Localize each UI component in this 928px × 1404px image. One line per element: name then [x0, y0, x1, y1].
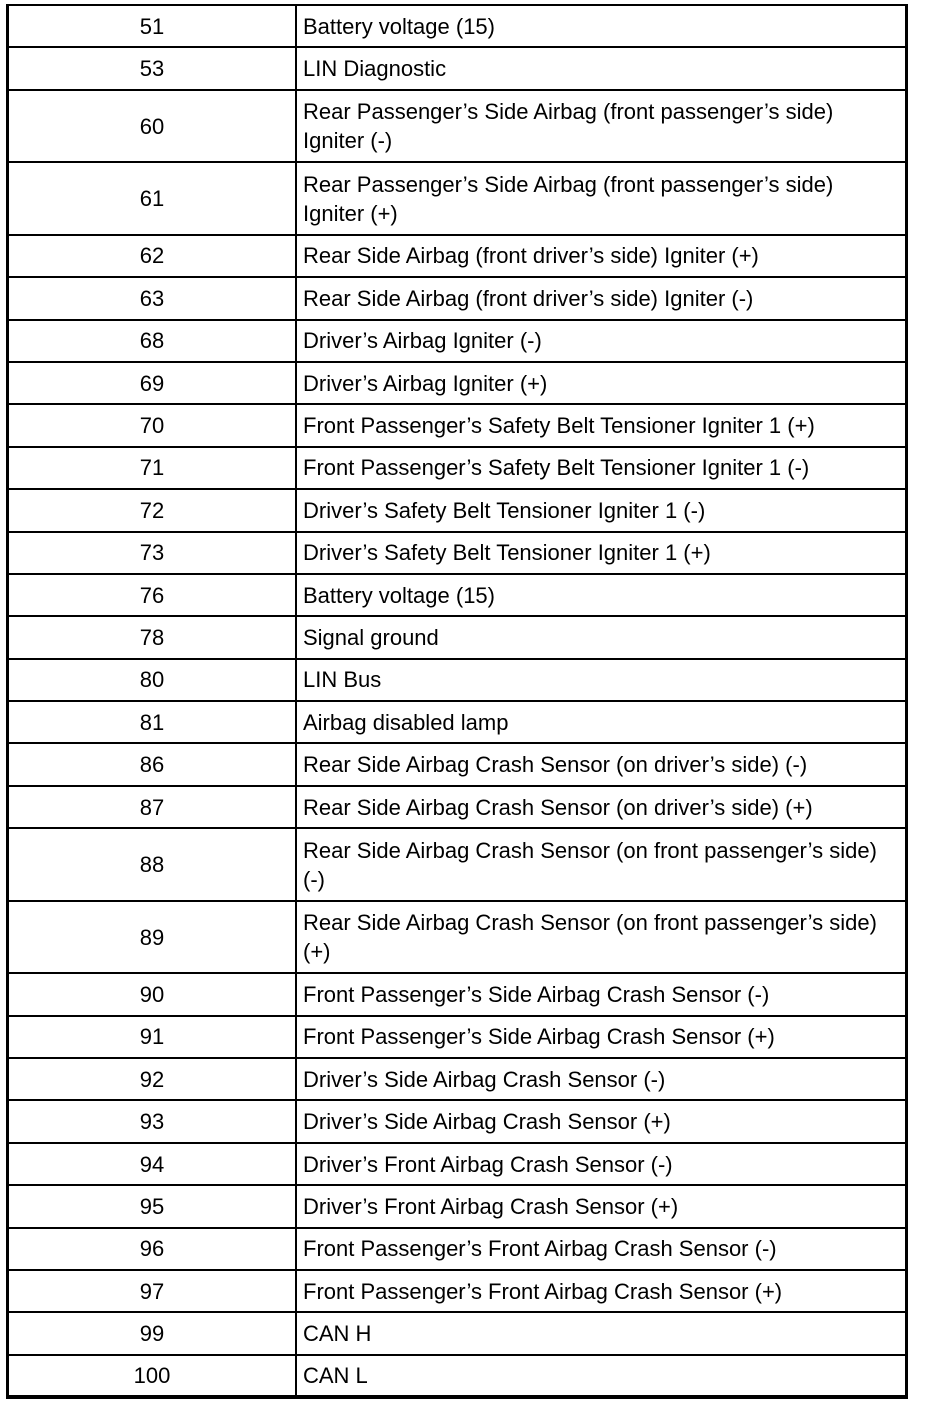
pin-description: Driver’s Safety Belt Tensioner Igniter 1 (-) [296, 489, 907, 531]
pin-number: 97 [8, 1270, 297, 1312]
pin-assignment-table [6, 4, 908, 1399]
pin-number: 89 [8, 901, 297, 974]
table-row [8, 1228, 907, 1270]
table-row [8, 235, 907, 277]
pin-number: 92 [8, 1058, 297, 1100]
table-row [8, 1270, 907, 1312]
pin-number: 51 [8, 5, 297, 47]
pin-description: Front Passenger’s Front Airbag Crash Sensor (+) [296, 1270, 907, 1312]
table-row [8, 404, 907, 446]
table-row [8, 1185, 907, 1227]
pin-number: 91 [8, 1016, 297, 1058]
pin-number: 99 [8, 1312, 297, 1354]
pin-number: 68 [8, 320, 297, 362]
pin-number: 95 [8, 1185, 297, 1227]
table-row [8, 5, 907, 47]
pin-description: Rear Side Airbag Crash Sensor (on front passenger’s side) (+) [296, 901, 907, 974]
pin-description: Front Passenger’s Side Airbag Crash Sensor (-) [296, 973, 907, 1015]
pin-description: Front Passenger’s Safety Belt Tensioner Igniter 1 (+) [296, 404, 907, 446]
pin-description: LIN Diagnostic [296, 47, 907, 89]
pin-description: Signal ground [296, 616, 907, 658]
table-row [8, 162, 907, 235]
pin-description: LIN Bus [296, 659, 907, 701]
table-row [8, 47, 907, 89]
pin-number: 70 [8, 404, 297, 446]
pin-description: Driver’s Side Airbag Crash Sensor (+) [296, 1100, 907, 1142]
pin-number: 93 [8, 1100, 297, 1142]
table-row [8, 743, 907, 785]
pin-description: CAN H [296, 1312, 907, 1354]
table-row [8, 574, 907, 616]
pin-description: Rear Side Airbag Crash Sensor (on driver’s side) (-) [296, 743, 907, 785]
pin-number: 73 [8, 532, 297, 574]
table-row [8, 1143, 907, 1185]
pin-number: 63 [8, 277, 297, 319]
pin-number: 78 [8, 616, 297, 658]
table-row [8, 489, 907, 531]
pin-description: Rear Side Airbag (front driver’s side) Igniter (-) [296, 277, 907, 319]
table-row [8, 1016, 907, 1058]
pin-description: Driver’s Airbag Igniter (-) [296, 320, 907, 362]
pin-description: Driver’s Front Airbag Crash Sensor (+) [296, 1185, 907, 1227]
pin-description: Front Passenger’s Safety Belt Tensioner Igniter 1 (-) [296, 447, 907, 489]
pin-number: 88 [8, 828, 297, 901]
pin-number: 53 [8, 47, 297, 89]
table-row [8, 786, 907, 828]
pin-number: 71 [8, 447, 297, 489]
table-row [8, 659, 907, 701]
pin-number: 81 [8, 701, 297, 743]
pin-description: Driver’s Side Airbag Crash Sensor (-) [296, 1058, 907, 1100]
pin-number: 96 [8, 1228, 297, 1270]
pin-description: Front Passenger’s Side Airbag Crash Sensor (+) [296, 1016, 907, 1058]
table-row [8, 828, 907, 901]
pin-description: Rear Passenger’s Side Airbag (front passenger’s side) Igniter (+) [296, 162, 907, 235]
table-row [8, 90, 907, 163]
pin-number: 87 [8, 786, 297, 828]
pin-description: Front Passenger’s Front Airbag Crash Sensor (-) [296, 1228, 907, 1270]
pin-description: Driver’s Airbag Igniter (+) [296, 362, 907, 404]
pin-number: 61 [8, 162, 297, 235]
table-row [8, 532, 907, 574]
table-row [8, 1100, 907, 1142]
pin-description: Rear Side Airbag Crash Sensor (on driver’s side) (+) [296, 786, 907, 828]
table-row [8, 901, 907, 974]
pin-description: Rear Side Airbag Crash Sensor (on front passenger’s side) (-) [296, 828, 907, 901]
pin-description: Driver’s Front Airbag Crash Sensor (-) [296, 1143, 907, 1185]
pin-description: Battery voltage (15) [296, 574, 907, 616]
table-row [8, 616, 907, 658]
pin-number: 94 [8, 1143, 297, 1185]
table-row [8, 973, 907, 1015]
pin-number: 90 [8, 973, 297, 1015]
table-row [8, 1058, 907, 1100]
pin-number: 76 [8, 574, 297, 616]
pin-number: 86 [8, 743, 297, 785]
pin-number: 62 [8, 235, 297, 277]
pin-description: Driver’s Safety Belt Tensioner Igniter 1 (+) [296, 532, 907, 574]
table-row [8, 277, 907, 319]
pin-number: 100 [8, 1355, 297, 1397]
pin-description: Battery voltage (15) [303, 13, 495, 39]
table-row [8, 320, 907, 362]
pin-description: Rear Passenger’s Side Airbag (front passenger’s side) Igniter (-) [296, 90, 907, 163]
pin-description: Airbag disabled lamp [296, 701, 907, 743]
pin-description: CAN L [296, 1355, 907, 1397]
table-row [8, 1312, 907, 1354]
pin-number: 60 [8, 90, 297, 163]
pin-description: Rear Side Airbag (front driver’s side) Igniter (+) [296, 235, 907, 277]
table-row [8, 701, 907, 743]
pin-number: 69 [8, 362, 297, 404]
table-row [8, 362, 907, 404]
pin-number: 80 [8, 659, 297, 701]
table-row [8, 447, 907, 489]
pin-number: 72 [8, 489, 297, 531]
table-row [8, 1355, 907, 1397]
